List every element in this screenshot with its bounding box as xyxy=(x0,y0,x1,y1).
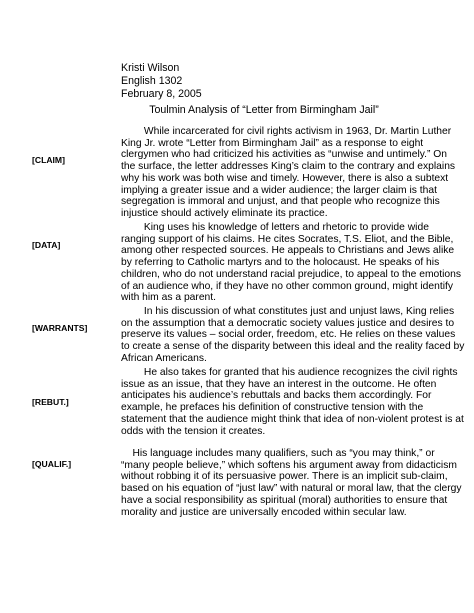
paragraph-line: children, who do not understand racial prejudice, to appeal to the emotions xyxy=(121,268,462,280)
paragraph-line: clergymen who had criticized his activities as “unwise and untimely.” On xyxy=(121,149,448,161)
paragraph-line: of an audience who, if they have no other common ground, might identify xyxy=(121,280,453,292)
paragraph-line: to create a sense of the disparity between this ideal and the reality faced by xyxy=(121,341,465,353)
paragraph-line: by referring to Catholic martyrs and to the holocaust. He speaks of his xyxy=(121,257,440,269)
warrants-margin-label: [WARRANTS] xyxy=(32,323,88,333)
paragraph-line: issue as an issue, that they have an interest in the outcome. He often xyxy=(121,378,437,390)
qualifier-paragraph xyxy=(121,448,462,518)
paragraph-line: among other respected sources. He appeals to Christians and Jews alike xyxy=(121,245,455,257)
paragraph-line: “many people believe,” which softens his argument away from didacticism xyxy=(121,459,457,471)
claim-paragraph xyxy=(121,126,456,220)
paragraph-line: based on his equation of “just law” with natural or moral law, that the clergy xyxy=(121,483,462,495)
paragraph-line: King uses his knowledge of letters and rhetoric to provide wide xyxy=(121,222,429,233)
paragraph-line: statement that the audience might think that idea of non-violent protest is at xyxy=(121,413,464,425)
paragraph-line: African Americans. xyxy=(121,352,207,364)
paragraph-line: the surface, the letter addresses King’s claim to the contrary and explains xyxy=(121,161,456,173)
course-name: English 1302 xyxy=(121,75,183,87)
paragraph-line: morality and justice are universally encoded within secular law. xyxy=(121,506,407,518)
claim-margin-label: [CLAIM] xyxy=(32,155,65,165)
rebuttal-paragraph xyxy=(121,367,464,437)
paragraph-line: His language includes many qualifiers, such as “you may think,” or xyxy=(121,448,435,459)
paragraph-line: on the assumption that a democratic society values justice and desires to xyxy=(121,317,455,329)
paragraph-line: injustice should actively eliminate its practice. xyxy=(121,207,328,219)
paragraph-line: with him as a parent. xyxy=(121,292,217,304)
paragraph-line: have a social responsibility as spiritual (moral) authorities to ensure that xyxy=(121,494,448,506)
paragraph-line: He also takes for granted that his audience recognizes the civil rights xyxy=(121,367,458,378)
paragraph-line: implying a greater issue and a wider audience; the larger claim is that xyxy=(121,184,437,196)
document-title: Toulmin Analysis of “Letter from Birmingham Jail” xyxy=(149,104,379,116)
paragraph-line: example, he prefaces his definition of constructive tension with the xyxy=(121,402,424,414)
data-paragraph xyxy=(121,222,462,304)
paragraph-line: King Jr. wrote “Letter from Birmingham Jail” as a response to eight xyxy=(121,137,424,149)
paragraph-line: without robbing it of its persuasive power. There is an implicit sub-claim, xyxy=(121,471,448,483)
paragraph-line: preserve its values – social order, freedom, etc. He relies on these values xyxy=(121,329,456,341)
document-date: February 8, 2005 xyxy=(121,88,202,100)
author-name: Kristi Wilson xyxy=(121,62,180,74)
paragraph-line: segregation is immoral and unjust, and that people who recognize this xyxy=(121,196,440,208)
paragraph-line: anticipates his audience’s rebuttals and backs them accordingly. For xyxy=(121,390,432,402)
paragraph-line: While incarcerated for civil rights activism in 1963, Dr. Martin Luther xyxy=(121,126,452,137)
warrants-paragraph xyxy=(121,306,465,365)
paragraph-line: In his discussion of what constitutes just and unjust laws, King relies xyxy=(121,306,455,317)
paragraph-line: odds with the tension it creates. xyxy=(121,425,266,437)
paragraph-line: ranging support of his claims. He cites Socrates, T.S. Eliot, and the Bible, xyxy=(121,233,454,245)
qualifier-margin-label: [QUALIF.] xyxy=(32,459,72,469)
rebuttal-margin-label: [REBUT.] xyxy=(32,397,69,407)
paragraph-line: why his work was both wise and timely. However, there is also a subtext xyxy=(121,172,449,184)
document-header xyxy=(121,62,202,101)
data-margin-label: [DATA] xyxy=(32,240,61,250)
